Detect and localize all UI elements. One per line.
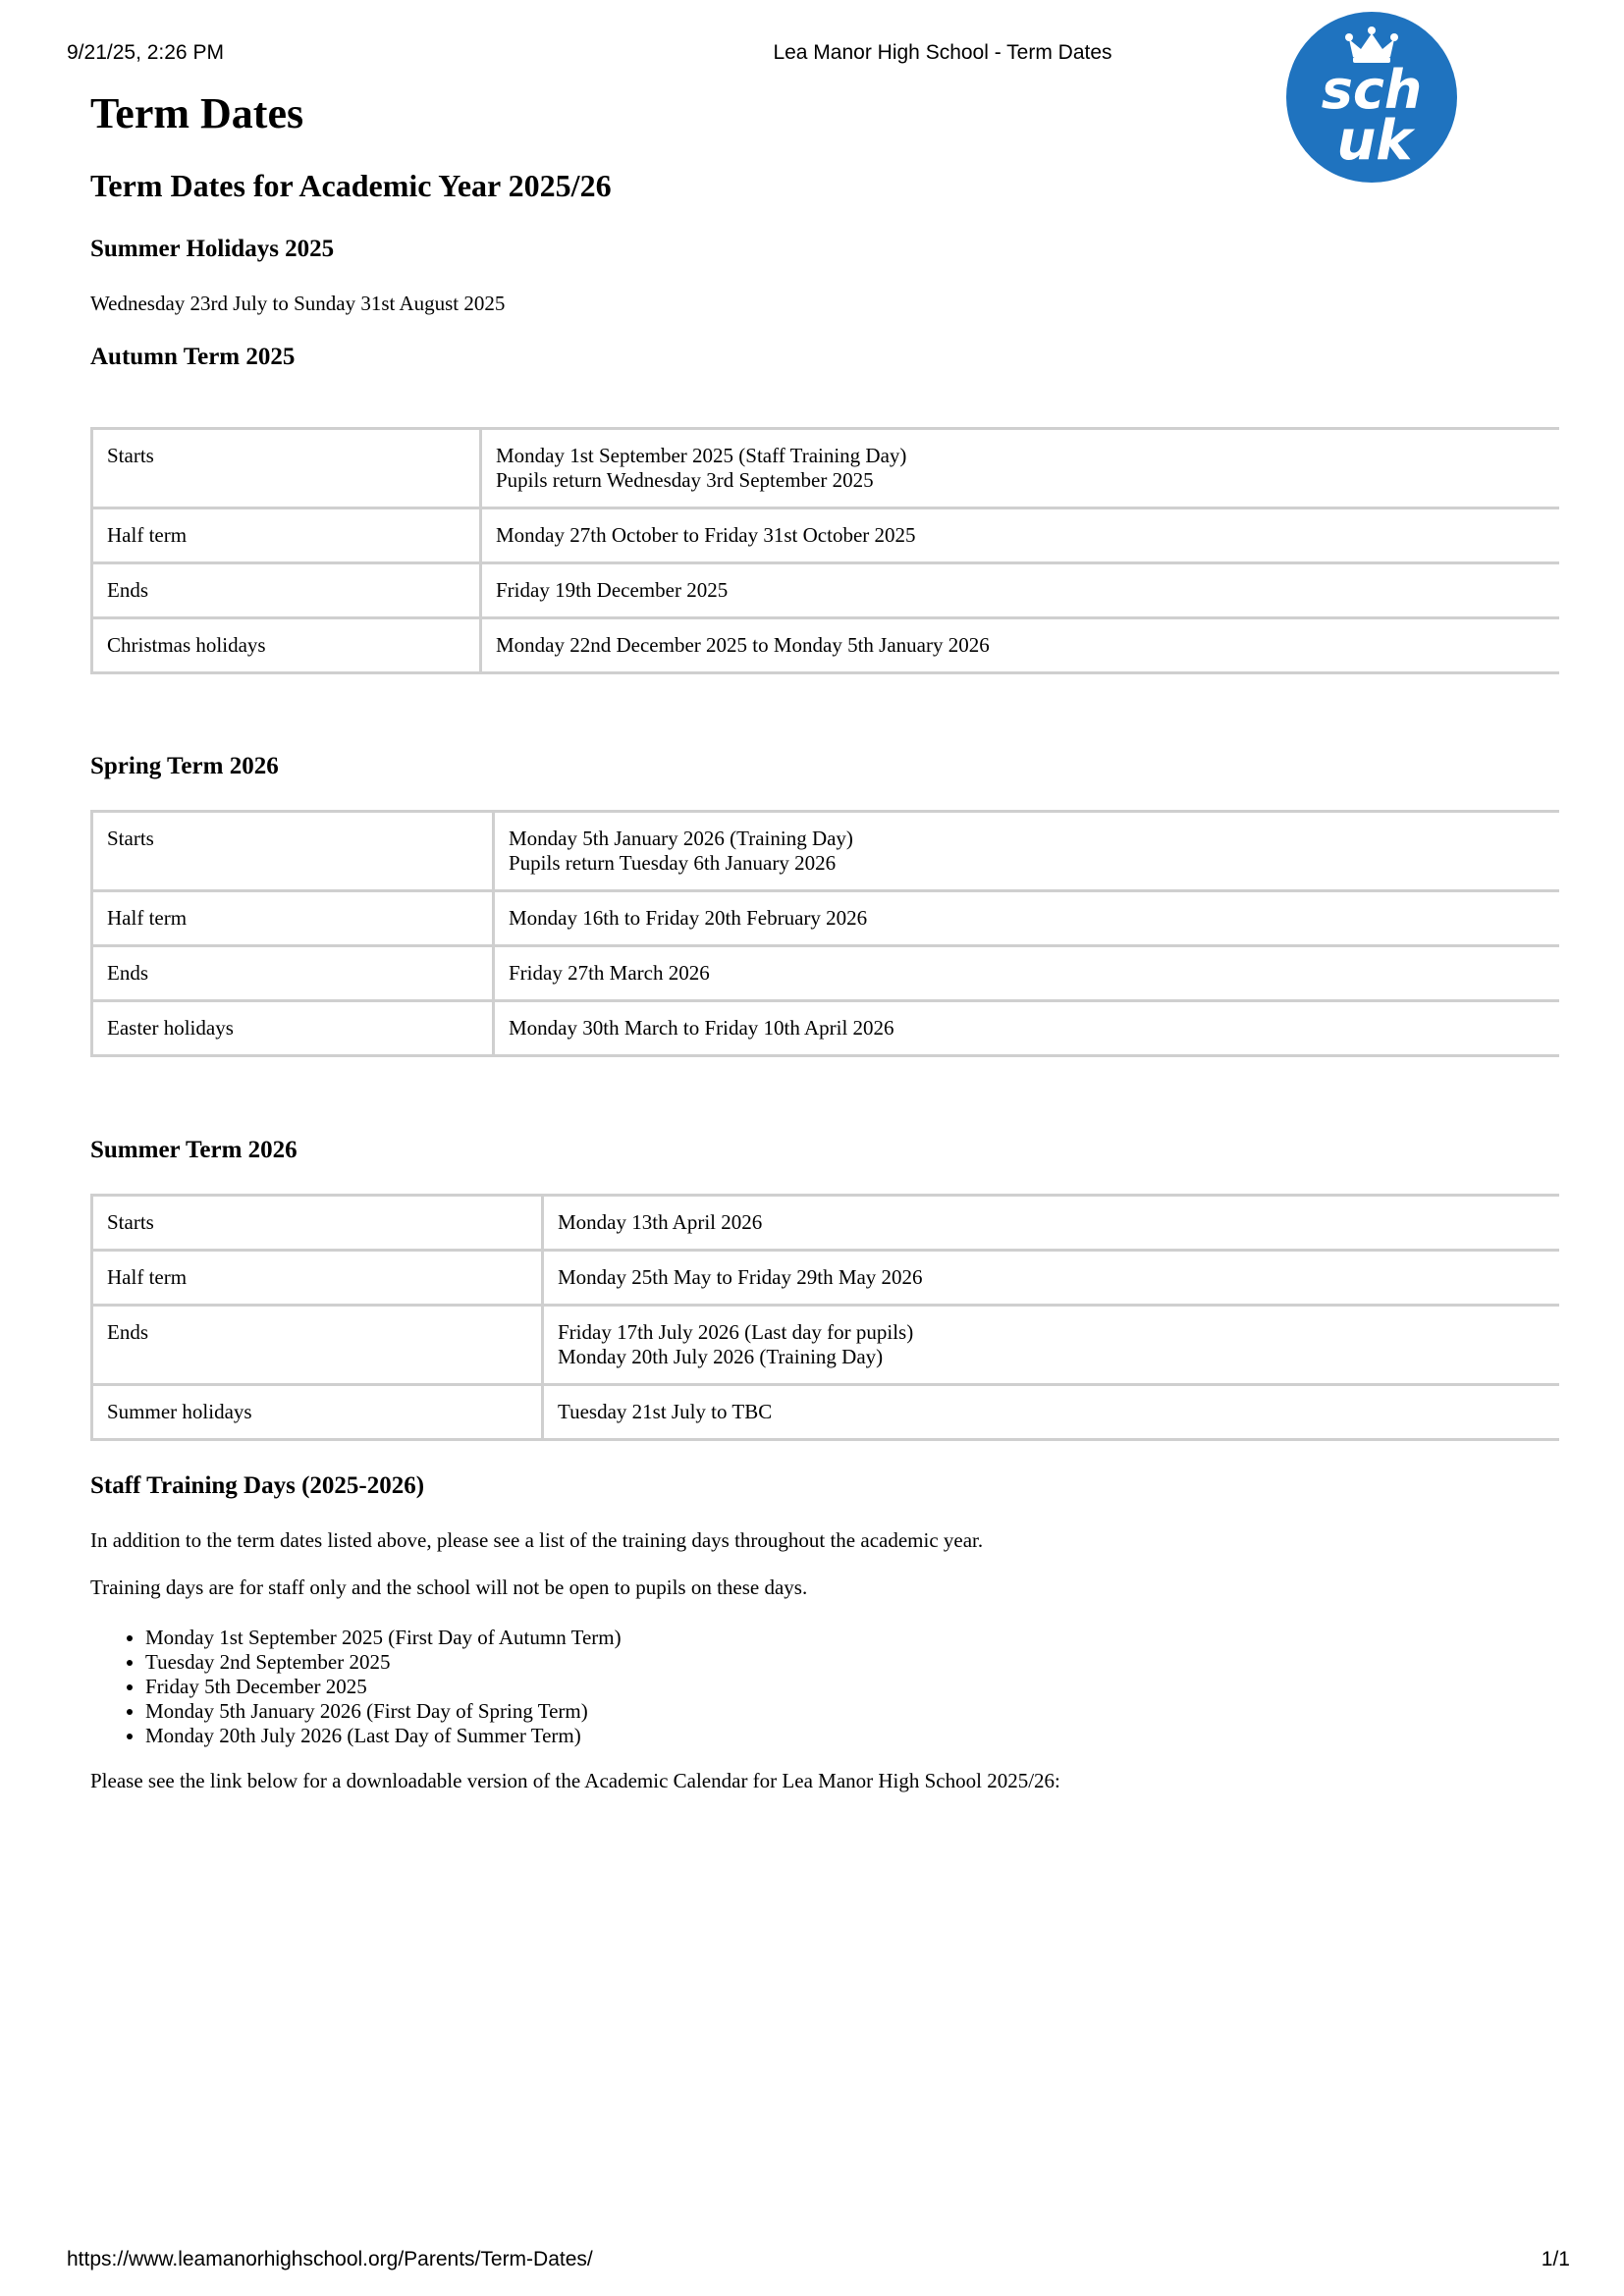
row-label: Starts [92,429,481,508]
row-label: Starts [92,1196,543,1251]
summer-holidays-2025-heading: Summer Holidays 2025 [90,236,335,262]
row-label: Easter holidays [92,1001,494,1056]
table-row [92,1251,1560,1306]
training-days-list [90,1626,622,1748]
row-value: Monday 22nd December 2025 to Monday 5th January 2026 [481,618,1560,673]
row-value: Monday 27th October to Friday 31st October 2025 [481,508,1560,563]
academic-year-subtitle: Term Dates for Academic Year 2025/26 [90,168,612,203]
row-value: Friday 27th March 2026 [494,946,1560,1001]
table-row [92,563,1560,618]
table-row [92,1196,1560,1251]
table-row [92,429,1560,508]
row-label: Half term [92,891,494,946]
row-value: Monday 25th May to Friday 29th May 2026 [543,1251,1560,1306]
row-label: Christmas holidays [92,618,481,673]
print-page-number: 1/1 [1541,2248,1570,2270]
print-datetime: 9/21/25, 2:26 PM [67,41,224,64]
row-value: Monday 1st September 2025 (Staff Training Day) Pupils return Wednesday 3rd September 2025 [481,429,1560,508]
spring-term-heading: Spring Term 2026 [90,753,279,779]
print-page-title: Lea Manor High School - Term Dates [773,41,1112,64]
row-value: Tuesday 21st July to TBC [543,1385,1560,1440]
list-item: • Monday 1st September 2025 (First Day of Autumn Term) [145,1626,622,1650]
download-calendar-text: Please see the link below for a downloadable version of the Academic Calendar for Lea Manor High School 2025/26: [90,1769,1060,1792]
autumn-term-table [90,427,1559,674]
print-url: https://www.leamanorhighschool.org/Parents/Term-Dates/ [67,2248,593,2270]
list-item: • Friday 5th December 2025 [145,1675,622,1699]
summer-term-heading: Summer Term 2026 [90,1137,298,1163]
row-label: Half term [92,1251,543,1306]
row-value: Friday 19th December 2025 [481,563,1560,618]
school-logo [1284,10,1459,185]
sch-uk-logo-icon [1284,10,1459,185]
staff-training-heading: Staff Training Days (2025-2026) [90,1472,425,1499]
summer-term-table [90,1194,1559,1441]
table-row [92,618,1560,673]
table-row [92,1306,1560,1385]
autumn-term-heading: Autumn Term 2025 [90,344,296,370]
list-item: • Monday 5th January 2026 (First Day of Spring Term) [145,1699,622,1724]
row-label: Starts [92,812,494,891]
logo-text-bottom: uk [1336,109,1413,173]
row-label: Half term [92,508,481,563]
row-label: Ends [92,946,494,1001]
row-label: Ends [92,563,481,618]
summer-holidays-2025-text: Wednesday 23rd July to Sunday 31st August 2025 [90,292,506,315]
list-item: • Tuesday 2nd September 2025 [145,1650,622,1675]
table-row [92,1385,1560,1440]
row-value: Friday 17th July 2026 (Last day for pupils) Monday 20th July 2026 (Training Day) [543,1306,1560,1385]
table-row [92,508,1560,563]
row-value: Monday 5th January 2026 (Training Day) Pupils return Tuesday 6th January 2026 [494,812,1560,891]
logo-text-top: sch [1321,59,1423,121]
table-row [92,812,1560,891]
table-row [92,891,1560,946]
page-title: Term Dates [90,89,304,137]
row-label: Ends [92,1306,543,1385]
row-label: Summer holidays [92,1385,543,1440]
list-item: • Monday 20th July 2026 (Last Day of Summer Term) [145,1724,622,1748]
row-value: Monday 16th to Friday 20th February 2026 [494,891,1560,946]
training-intro-text: In addition to the term dates listed above, please see a list of the training days throughout the academic year. [90,1528,984,1552]
table-row [92,1001,1560,1056]
row-value: Monday 13th April 2026 [543,1196,1560,1251]
training-note-text: Training days are for staff only and the school will not be open to pupils on these days. [90,1575,808,1599]
row-value: Monday 30th March to Friday 10th April 2026 [494,1001,1560,1056]
table-row [92,946,1560,1001]
spring-term-table [90,810,1559,1057]
